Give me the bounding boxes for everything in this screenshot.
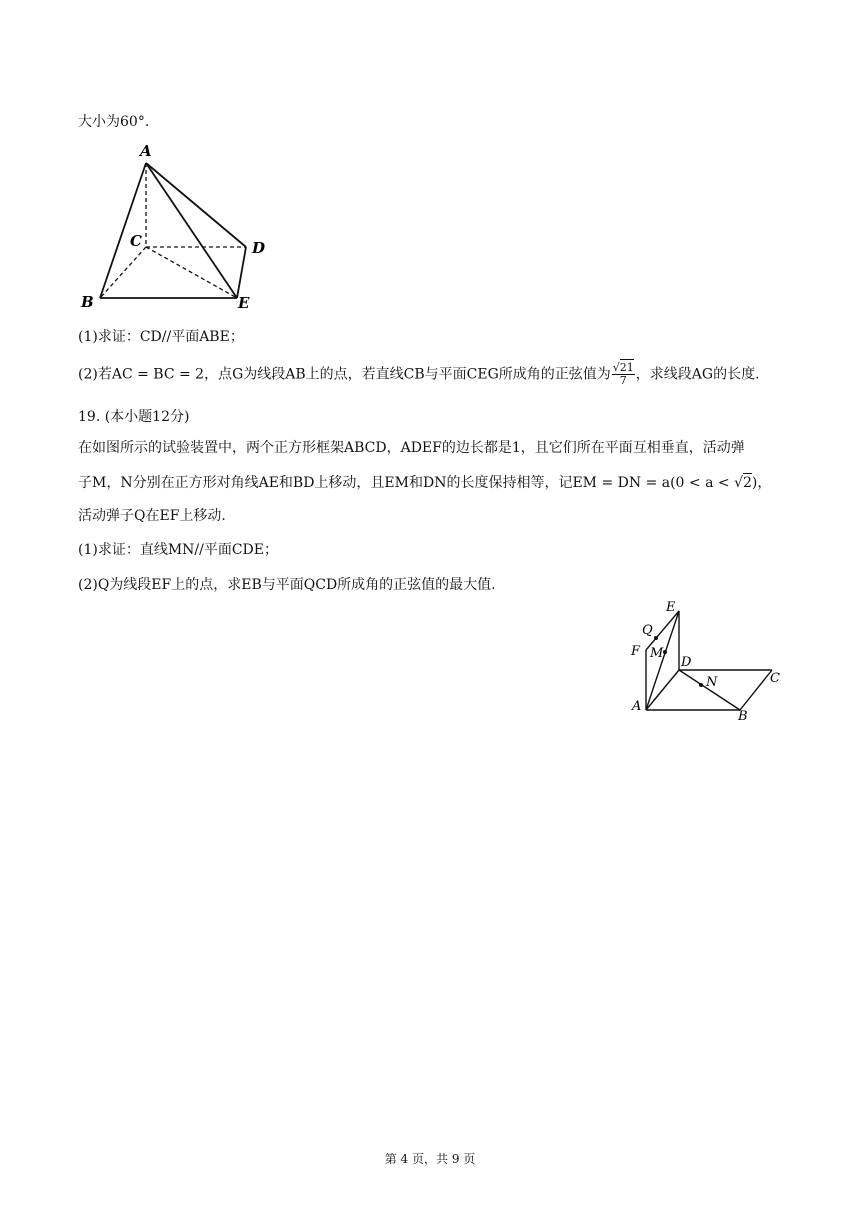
q19-line1: 在如图所示的试验装置中，两个正方形框架ABCD，ADEF的边长都是1，且它们所在平面互相垂直，活动弹 — [78, 440, 745, 456]
q19-part2: (2)Q为线段EF上的点，求EB与平面QCD所成角的正弦值的最大值. — [78, 577, 496, 593]
q19-line2-sqrt: 2 — [743, 475, 752, 491]
label-A: A — [632, 699, 642, 714]
label-A: A — [140, 142, 152, 160]
q18-part1: (1)求证：CD//平面ABE； — [78, 329, 244, 345]
label-C: C — [770, 671, 780, 686]
label-Q: Q — [642, 623, 653, 638]
q19-line3: 活动弹子Q在EF上移动. — [78, 508, 226, 524]
q18-part2 — [78, 362, 760, 387]
q19-part1: (1)求证：直线MN//平面CDE； — [78, 542, 279, 558]
label-B: B — [81, 293, 94, 311]
q19-line2: 子M，N分别在正方形对角线AE和BD上移动，且EM和DN的长度保持相等，记EM = DN = a(0 < a < √2)， — [78, 475, 772, 491]
q19-line2-a: 子M，N分别在正方形对角线AE和BD上移动，且EM和DN的长度保持相等，记EM = DN = a(0 < a < — [78, 475, 735, 491]
q19-header: 19. (本小题12分) — [78, 409, 190, 425]
label-B: B — [738, 709, 748, 724]
q18-part2-before: (2)若AC = BC = 2，点G为线段AB上的点，若直线CB与平面CEG所成角的正弦值为 — [78, 366, 611, 383]
fraction-numerator: √21 — [612, 361, 634, 374]
q18-part2-after: ，求线段AG的长度. — [635, 366, 760, 383]
label-F: F — [631, 644, 641, 659]
fraction — [612, 362, 635, 387]
label-M: M — [650, 646, 664, 661]
figure-pyramid — [78, 140, 278, 315]
label-D: D — [681, 655, 692, 670]
label-N: N — [706, 675, 718, 690]
q19-line2-b: )， — [751, 475, 772, 491]
label-C: C — [130, 232, 142, 250]
label-E: E — [666, 600, 676, 615]
intro-line: 大小为60°. — [78, 114, 150, 130]
label-E: E — [238, 294, 250, 312]
label-D: D — [252, 239, 266, 257]
fraction-denominator: 7 — [619, 374, 627, 387]
page-footer: 第 4 页，共 9 页 — [384, 1152, 476, 1166]
figure-squares — [628, 598, 788, 726]
